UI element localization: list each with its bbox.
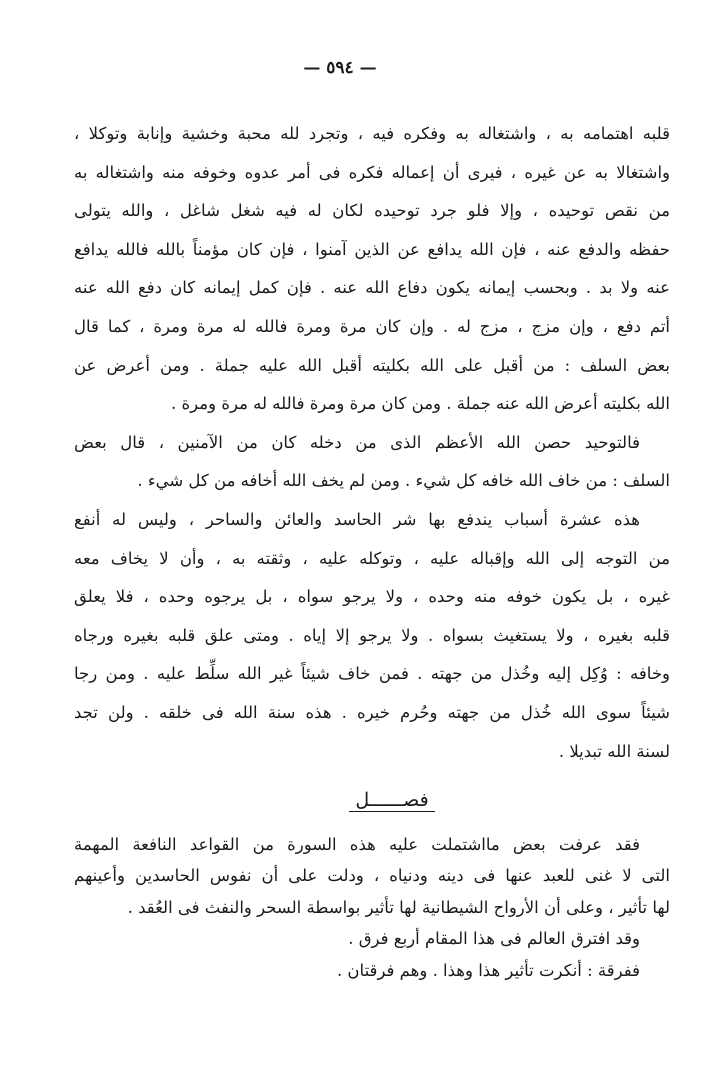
text-line: عنه ولا بد . وبحسب إيمانه يكون دفاع الله عنه . فإن كمل إيمانه كان دفع الله عنه xyxy=(74,278,670,298)
paragraph xyxy=(74,501,670,771)
text-line: ففرقة : أنكرت تأثير هذا وهذا . وهم فرقتان . xyxy=(336,960,640,980)
body-text xyxy=(74,115,670,986)
text-line: قلبه بغيره ، ولا يستغيث بسواه . ولا يرجو إلا إياه . ومتى علق قلبه بغيره ورجاه xyxy=(74,625,670,645)
section-heading xyxy=(74,771,670,829)
paragraph xyxy=(74,829,670,923)
text-line: لسنة الله تبديلا . xyxy=(558,741,670,761)
text-line: فالتوحيد حصن الله الأعظم الذى من دخله كان من الآمنين ، قال بعض xyxy=(74,432,640,452)
text-line: شيئاً سوى الله خُذل من جهته وحُرم خيره . هذه سنة الله فى خلقه . ولن تجد xyxy=(74,702,670,722)
text-line: وقد افترق العالم فى هذا المقام أربع فرق . xyxy=(348,929,640,949)
text-line: بعض السلف : من أقبل على الله بكليته أقبل الله عليه جملة . ومن أعرض عن xyxy=(74,355,670,375)
text-line: أتم دفع ، وإن مزج ، مزج له . وإن كان مرة ومرة فالله له مرة ومرة ، كما قال xyxy=(74,316,670,336)
paragraph xyxy=(74,115,670,424)
text-line: لها تأثير ، وعلى أن الأرواح الشيطانية لها تأثير بواسطة السحر والنفث فى العُقد . xyxy=(127,897,670,917)
text-line: التى لا غنى للعبد عنها فى دينه ودنياه ، ودلت على أن نفوس الحاسدين وأعينهم xyxy=(74,866,670,886)
paragraph xyxy=(74,923,670,954)
paragraph xyxy=(74,955,670,986)
text-line: السلف : من خاف الله خافه كل شيء . ومن لم يخف الله أخافه من كل شيء . xyxy=(137,471,670,491)
paragraph xyxy=(74,424,670,501)
text-line: من التوجه إلى الله وإقباله عليه ، وتوكله عليه ، وثقته به ، وأن لا يخاف معه xyxy=(74,548,670,568)
text-line: فقد عرفت بعض مااشتملت عليه هذه السورة من القواعد النافعة المهمة xyxy=(74,835,640,855)
text-line: غيره ، بل يكون خوفه منه وحده ، ولا يرجو سواه ، بل يرجوه وحده ، فلا يعلق xyxy=(74,587,670,607)
text-line: هذه عشرة أسباب يندفع بها شر الحاسد والعائن والساحر ، وليس له أنفع xyxy=(74,509,640,529)
text-line: الله بكليته أعرض الله عنه جملة . ومن كان مرة ومرة فالله له مرة ومرة . xyxy=(171,394,670,414)
text-line: وخافه : وُكِل إليه وخُذل من جهته . فمن خاف شيئاً غير الله سلِّط عليه . ومن رجا xyxy=(74,664,670,684)
text-line: من نقص توحيده ، وإلا فلو جرد توحيده لكان له فيه شغل شاغل ، والله يتولى xyxy=(74,201,670,221)
page-number: — ٥٩٤ — xyxy=(303,58,377,78)
text-line: حفظه والدفع عنه ، فإن الله يدافع عن الذين آمنوا ، فإن كان مؤمناً بالله فالله يدافع xyxy=(74,239,670,259)
section-heading-text: فصــــــل xyxy=(349,789,434,812)
text-line: قلبه اهتمامه به ، واشتغاله به وفكره فيه ، وتجرد لله محبة وخشية وإنابة وتوكلا ، xyxy=(74,124,670,143)
text-line: واشتغالا به عن غيره ، فيرى أن إعماله فكره فى أمر عدوه وخوفه منه واشتغاله به xyxy=(74,162,670,182)
